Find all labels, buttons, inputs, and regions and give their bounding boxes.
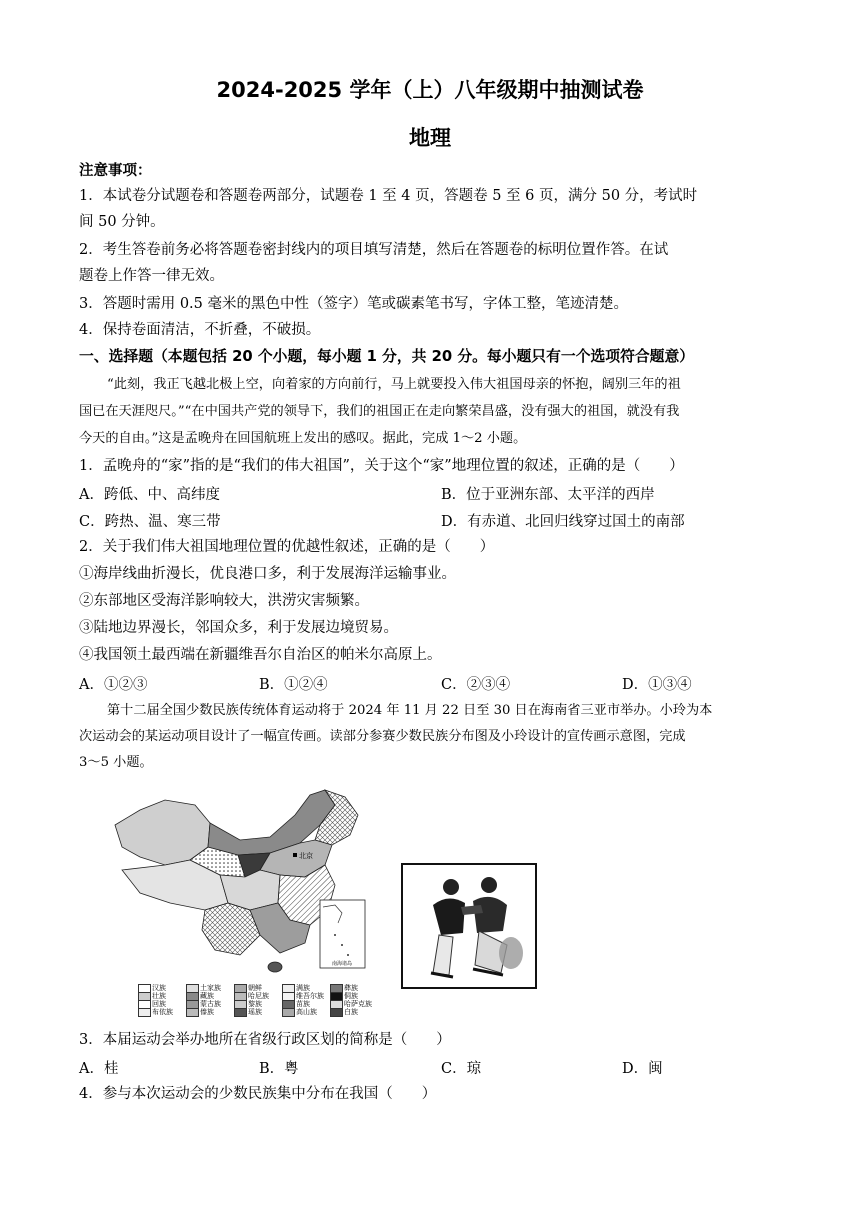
sports-poster-illustration bbox=[401, 863, 537, 989]
legend-label: 蒙古族 bbox=[200, 1000, 221, 1008]
q2-option-a: A．①②③ bbox=[79, 677, 148, 693]
legend-swatch bbox=[234, 1008, 247, 1017]
notes-heading: 注意事项： bbox=[79, 163, 152, 179]
note-1-line-2: 间 50 分钟。 bbox=[79, 214, 165, 230]
question-4: 4．参与本次运动会的少数民族集中分布在我国（ ） bbox=[79, 1086, 437, 1102]
passage-2-line-2: 次运动会的某运动项目设计了一幅宣传画。读部分参赛少数民族分布图及小玲设计的宣传画示意图，完成 bbox=[79, 729, 686, 744]
legend-label: 瑶族 bbox=[248, 1008, 262, 1016]
legend-label: 朝鲜 bbox=[248, 984, 262, 992]
q1-option-c: C．跨热、温、寒三带 bbox=[79, 514, 221, 530]
legend-label: 布依族 bbox=[152, 1008, 173, 1016]
legend-label: 回族 bbox=[152, 1000, 166, 1008]
subject-title: 地理 bbox=[409, 126, 451, 150]
q2-option-c: C．②③④ bbox=[441, 677, 511, 693]
inset-label: 南海诸岛 bbox=[332, 961, 353, 967]
legend-label: 侗族 bbox=[344, 992, 358, 1000]
legend-label: 藏族 bbox=[200, 992, 214, 1000]
legend-label: 土家族 bbox=[200, 984, 221, 992]
q3-option-b: B．粤 bbox=[259, 1061, 299, 1077]
region-xinjiang bbox=[115, 800, 210, 865]
wrestling-drawing bbox=[403, 865, 535, 987]
legend-label: 维吾尔族 bbox=[296, 992, 324, 1000]
passage-2-line-3: 3～5 小题。 bbox=[79, 755, 153, 770]
section-heading: 一、选择题（本题包括 20 个小题，每小题 1 分，共 20 分。每小题只有一个选项符合题意） bbox=[79, 348, 695, 365]
q3-option-a: A．桂 bbox=[79, 1061, 119, 1077]
region-hainan bbox=[268, 962, 282, 972]
legend-item bbox=[330, 1007, 358, 1017]
legend-label: 黎族 bbox=[248, 1000, 262, 1008]
passage-2-line-1: 第十二届全国少数民族传统体育运动将于 2024 年 11 月 22 日至 30 日在海南省三亚市举办。小玲为本 bbox=[107, 703, 713, 718]
legend-label: 高山族 bbox=[296, 1008, 317, 1016]
q3-option-d: D．闽 bbox=[622, 1061, 663, 1077]
legend-label: 彝族 bbox=[344, 984, 358, 992]
legend-label: 傣族 bbox=[200, 1008, 214, 1016]
q3-option-c: C．琼 bbox=[441, 1061, 482, 1077]
passage-1-line-3: 今天的自由。”这是孟晚舟在回国航班上发出的感叹。据此，完成 1～2 小题。 bbox=[79, 431, 527, 446]
note-2-line-1: 2．考生答卷前务必将答题卷密封线内的项目填写清楚，然后在答题卷的标明位置作答。在试 bbox=[79, 242, 669, 258]
legend-item bbox=[234, 1007, 262, 1017]
map-legend bbox=[138, 983, 378, 1015]
q2-statement-1: ①海岸线曲折漫长，优良港口多，利于发展海洋运输事业。 bbox=[79, 566, 456, 582]
q2-statement-4: ④我国领土最西端在新疆维吾尔自治区的帕米尔高原上。 bbox=[79, 647, 442, 663]
legend-swatch bbox=[282, 1008, 295, 1017]
question-1: 1．孟晚舟的“家”指的是“我们的伟大祖国”，关于这个“家”地理位置的叙述，正确的是（ ） bbox=[79, 458, 684, 474]
legend-label: 满族 bbox=[296, 984, 310, 992]
legend-item bbox=[282, 1007, 317, 1017]
legend-label: 哈尼族 bbox=[248, 992, 269, 1000]
passage-1-line-2: 国已在天涯咫尺。”“在中国共产党的领导下，我们的祖国正在走向繁荣昌盛，没有强大的祖国，就没有我 bbox=[79, 404, 680, 419]
china-map-graphic bbox=[110, 785, 380, 980]
q1-option-a: A．跨低、中、高纬度 bbox=[79, 487, 220, 503]
south-sea-inset bbox=[320, 900, 365, 968]
note-4: 4．保持卷面清洁，不折叠，不破损。 bbox=[79, 322, 321, 338]
legend-swatch bbox=[138, 1008, 151, 1017]
passage-1-line-1: “此刻，我正飞越北极上空，向着家的方向前行，马上就要投入伟大祖国母亲的怀抱，阔别三年的祖 bbox=[107, 377, 681, 392]
legend-item bbox=[186, 1007, 214, 1017]
question-3: 3．本届运动会举办地所在省级行政区划的简称是（ ） bbox=[79, 1032, 451, 1048]
note-3: 3．答题时需用 0.5 毫米的黑色中性（签字）笔或碳素笔书写，字体工整，笔迹清楚。 bbox=[79, 296, 629, 312]
legend-label: 苗族 bbox=[296, 1000, 310, 1008]
q2-statement-2: ②东部地区受海洋影响较大，洪涝灾害频繁。 bbox=[79, 593, 369, 609]
q2-statement-3: ③陆地边界漫长，邻国众多，利于发展边境贸易。 bbox=[79, 620, 398, 636]
q2-option-b: B．①②④ bbox=[259, 677, 328, 693]
note-1-line-1: 1．本试卷分试题卷和答题卷两部分，试题卷 1 至 4 页，答题卷 5 至 6 页，满分 50 分，考试时 bbox=[79, 188, 698, 204]
legend-swatch bbox=[186, 1008, 199, 1017]
legend-label: 汉族 bbox=[152, 984, 166, 992]
ethnic-distribution-map bbox=[110, 785, 380, 1015]
legend-label: 壮族 bbox=[152, 992, 166, 1000]
legend-item bbox=[138, 1007, 173, 1017]
legend-label: 哈萨克族 bbox=[344, 1000, 372, 1008]
legend-swatch bbox=[330, 1008, 343, 1017]
note-2-line-2: 题卷上作答一律无效。 bbox=[79, 268, 224, 284]
question-2: 2．关于我们伟大祖国地理位置的优越性叙述，正确的是（ ） bbox=[79, 539, 495, 555]
q1-option-b: B．位于亚洲东部、太平洋的西岸 bbox=[441, 487, 655, 503]
legend-label: 白族 bbox=[344, 1008, 358, 1016]
beijing-marker bbox=[293, 853, 297, 857]
q2-option-d: D．①③④ bbox=[622, 677, 692, 693]
beijing-label: 北京 bbox=[299, 852, 313, 860]
exam-title: 2024-2025 学年（上）八年级期中抽测试卷 bbox=[216, 78, 644, 102]
q1-option-d: D．有赤道、北回归线穿过国土的南部 bbox=[441, 514, 685, 530]
